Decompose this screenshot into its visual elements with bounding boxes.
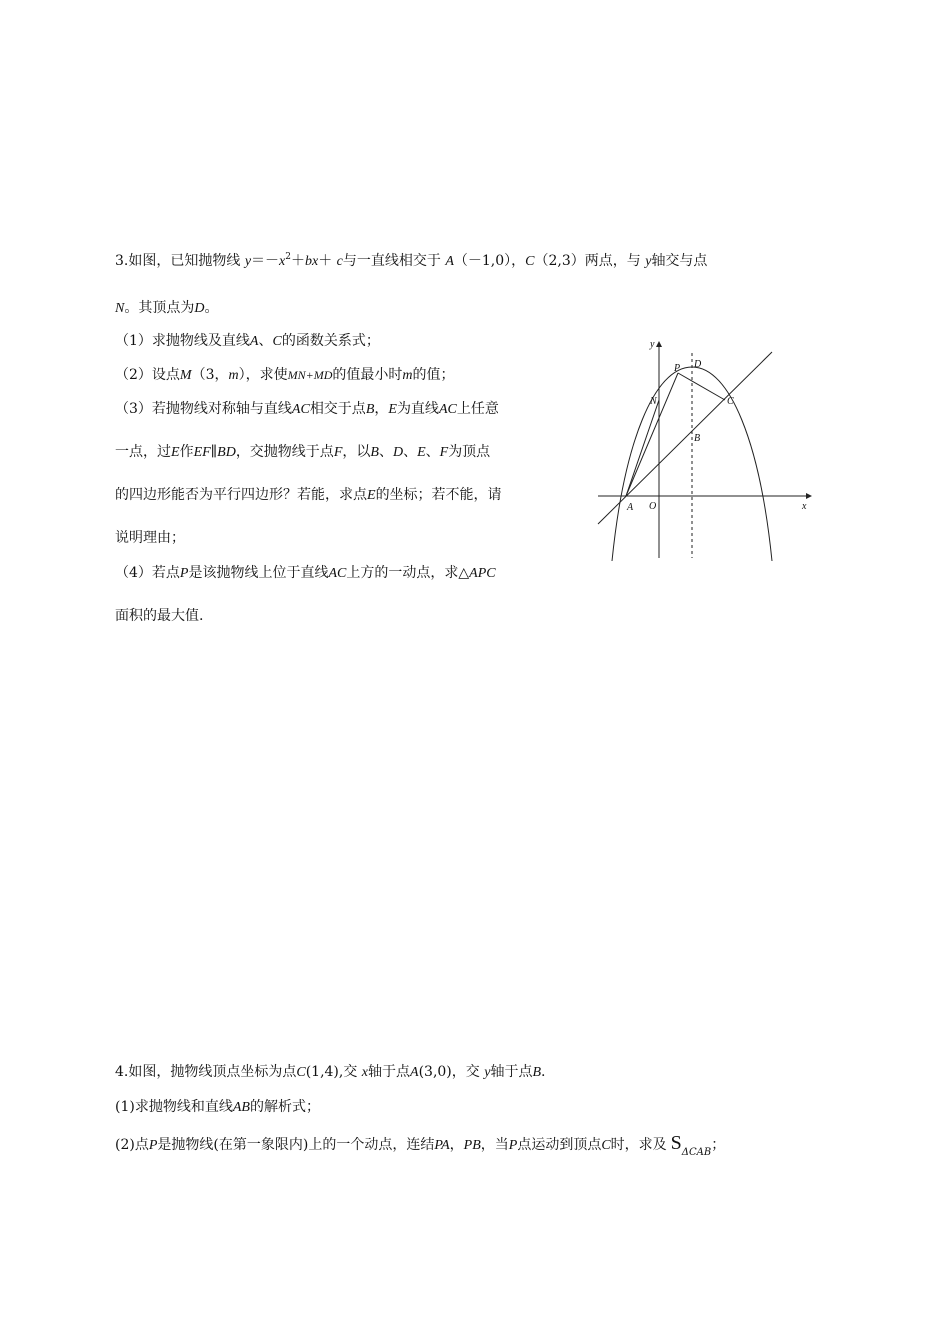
question-3-line3: 的四边形能否为平行四边形？若能，求点E的坐标；若不能，请 bbox=[115, 487, 502, 503]
label-x: x bbox=[802, 501, 807, 512]
area-symbol: $S_{\Delta CAB}$ bbox=[670, 1132, 712, 1158]
problem4-question-1: (1)求抛物线和直线AB的解析式； bbox=[115, 1099, 320, 1115]
label-d: D bbox=[694, 359, 702, 370]
question-2: （2）设点M（3，m），求使MN+MD的值最小时m的值； bbox=[115, 367, 455, 383]
problem4-question-2: (2)点P是抛物线(在第一象限内)上的一个动点，连结PA，PB，当P点运动到顶点C时，求及 $S_{\Delta CAB}$； bbox=[115, 1132, 726, 1158]
question-4-line2: 面积的最大值. bbox=[115, 608, 204, 624]
label-b: B bbox=[694, 433, 701, 444]
segment-ap bbox=[626, 373, 678, 496]
label-n: N bbox=[650, 396, 657, 407]
question-3-line1: （3）若抛物线对称轴与直线AC相交于点B，E为直线AC上任意 bbox=[115, 401, 499, 417]
problem-number: 3. bbox=[115, 253, 129, 269]
label-c: C bbox=[727, 396, 734, 407]
y-axis-arrow bbox=[656, 341, 662, 347]
problem3-line2: N。其顶点为D。 bbox=[115, 300, 219, 316]
label-o: O bbox=[649, 501, 657, 512]
x-axis-arrow bbox=[806, 493, 812, 499]
question-1: （1）求抛物线及直线A、C的函数关系式； bbox=[115, 333, 380, 349]
label-y: y bbox=[650, 339, 655, 350]
segment-an bbox=[626, 400, 659, 496]
question-3-line4: 说明理由； bbox=[115, 530, 185, 546]
label-a: A bbox=[627, 502, 634, 513]
label-p: P bbox=[674, 363, 681, 374]
problem4-line1: 4.如图，抛物线顶点坐标为点C(1,4),交 x轴于点A(3,0)，交 y轴于点B. bbox=[115, 1064, 546, 1080]
problem-number: 4. bbox=[115, 1064, 129, 1080]
question-4-line1: （4）若点P是该抛物线上位于直线AC上方的一动点，求△APC bbox=[115, 565, 496, 581]
line-ac bbox=[598, 352, 772, 524]
segment-pc bbox=[678, 373, 725, 400]
problem3-line1: 3.如图，已知抛物线 $y=-x^2+bx+ c$与一直线相交于 A（－1,0），C（2,3）两点，与 y轴交与点 bbox=[115, 252, 708, 269]
question-3-line2: 一点，过E作EF∥BD，交抛物线于点F，以B、D、E、F为顶点 bbox=[115, 444, 491, 460]
parabola-figure bbox=[594, 333, 816, 563]
